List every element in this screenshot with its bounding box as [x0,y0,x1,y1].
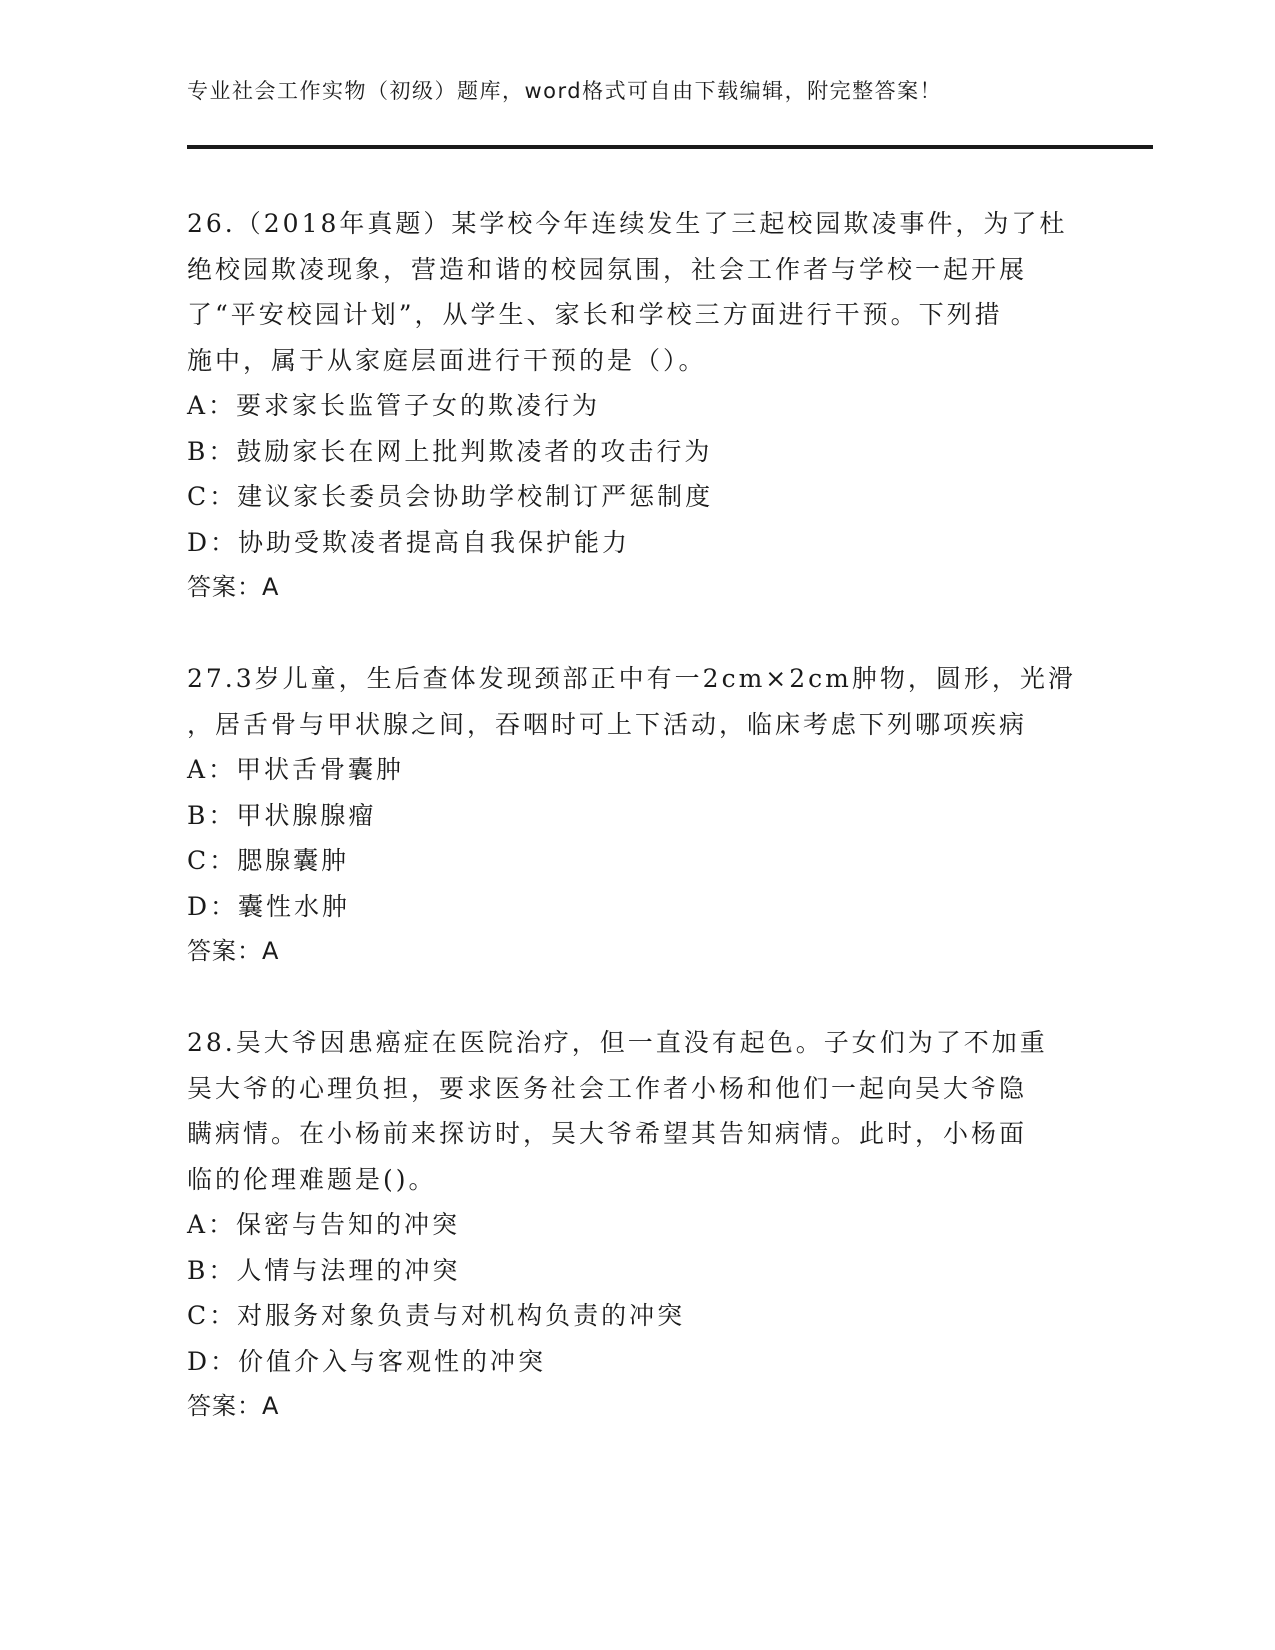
option-d: D：囊性水肿 [187,891,351,921]
option-b: B：鼓励家长在网上批判欺凌者的攻击行为 [187,436,713,466]
question-stem-line: 临的伦理难题是()。 [187,1164,437,1194]
question-28 [187,1020,1087,1430]
question-27 [187,656,1087,975]
question-26 [187,201,1087,611]
option-a: A：要求家长监管子女的欺凌行为 [187,391,601,420]
option-b: B：人情与法理的冲突 [187,1255,461,1285]
question-stem-line: 28.吴大爷因患癌症在医院治疗，但一直没有起色。子女们为了不加重 [187,1028,1048,1057]
page-header: 专业社会工作实物（初级）题库，word格式可自由下载编辑，附完整答案！ [187,79,943,103]
question-stem [187,201,1087,383]
question-stem-line: ，居舌骨与甲状腺之间，吞咽时可上下活动，临床考虑下列哪项疾病 [187,709,1028,739]
question-stem-line: 吴大爷的心理负担，要求医务社会工作者小杨和他们一起向吴大爷隐 [187,1073,1028,1103]
question-stem-line: 瞒病情。在小杨前来探访时，吴大爷希望其告知病情。此时，小杨面 [187,1119,1028,1148]
option-d: D：价值介入与客观性的冲突 [187,1346,547,1376]
option-list [187,747,1087,929]
answer-line: 答案：A [187,573,280,601]
option-a: A：保密与告知的冲突 [187,1210,461,1239]
option-c: C：对服务对象负责与对机构负责的冲突 [187,1301,686,1330]
question-stem-line: 26.（2018年真题）某学校今年连续发生了三起校园欺凌事件，为了杜 [187,209,1068,238]
option-list [187,383,1087,565]
option-b: B：甲状腺腺瘤 [187,800,377,830]
question-stem-line: 施中，属于从家庭层面进行干预的是（）。 [187,345,707,375]
option-d: D：协助受欺凌者提高自我保护能力 [187,527,631,557]
option-a: A：甲状舌骨囊肿 [187,755,405,784]
question-stem [187,656,1087,747]
option-c: C：腮腺囊肿 [187,846,350,875]
option-list [187,1202,1087,1384]
header-divider [187,145,1153,149]
option-c: C：建议家长委员会协助学校制订严惩制度 [187,482,714,511]
question-stem [187,1020,1087,1202]
question-stem-line: 27.3岁儿童，生后查体发现颈部正中有一2cm×2cm肿物，圆形，光滑 [187,664,1076,693]
question-stem-line: 绝校园欺凌现象，营造和谐的校园氛围，社会工作者与学校一起开展 [187,254,1028,284]
answer-line: 答案：A [187,937,280,965]
question-stem-line: 了“平安校园计划”，从学生、家长和学校三方面进行干预。下列措 [187,300,1003,329]
answer-line: 答案：A [187,1392,280,1420]
